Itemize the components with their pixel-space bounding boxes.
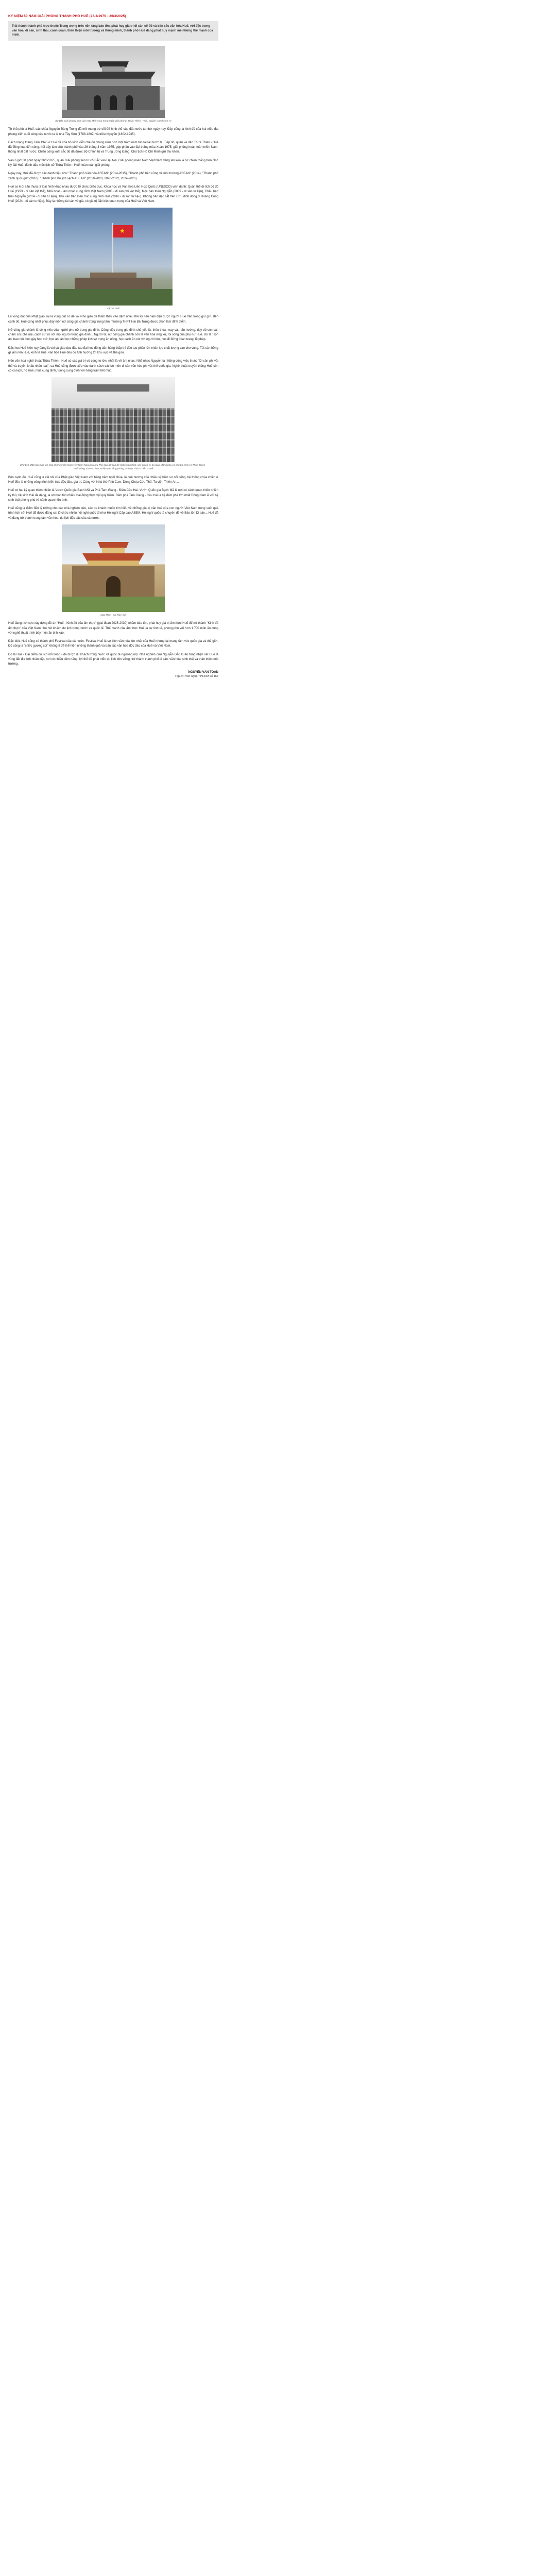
photo-dai-noi[interactable] [62, 524, 165, 612]
author-name: NGUYỄN VĂN TOÀN [188, 670, 218, 674]
photo-ky-dai[interactable] [54, 208, 173, 306]
paragraph: Huế có 6 di sản thuộc 3 loại hình khác nhau được tổ chức Giáo dục, Khoa học và Văn hóa Liên Hợp Quốc (UNESCO) vinh danh: Quần thể di tích cố đô Huế (1993 - di sản vật thể), Nhã nhạc - âm nhạc cung đình Việt Nam (2003 - di sản phi vật thể), Mộc bản triều Nguyễn (2009 - di sản tư liệu), Châu bản triều Nguyễn (2014 - di sản tư liệu), Thơ văn trên kiến trúc cung đình Huế (2016 - di sản tư liệu). Không bản đặc sắt trên Cửu đỉnh đồng ở Hoàng Cung Huế (2024 - di sản tư liệu). Đây là những tài sản vô giá, có giá trị đặc biệt quan trọng của Huế và Việt Nam. [8, 185, 218, 203]
paragraph: Huế cũng là điểm đến lý tưởng cho các nhà nghiên cứu, các du khách muốn tìm hiểu về những giá trị văn hoá của con người Việt Nam trong suốt quá trình lịch sử. Huế đã được đăng cai tổ chức nhiều hội nghị quốc tế như Hội nghị Cấp cao ASEM, Hội nghị quốc tế chuyên đề về Bảo tồn Di sản... Huế đã và đang trở thành trung tâm văn hóa, du lịch đặc sắc của cả nước. [8, 507, 218, 520]
paragraph: Đặc biệt, Huế cũng có thành phố Festival của cả nước. Festival Huế là sự kiện văn hóa lớn nhất của Huế nhưng lại mang tầm vóc quốc gia và thế giới. Đó cũng là "chiếc gương soi" không ít để thể hiện những thành quả và bản sắc văn hóa độc đáo của Huế và Việt Nam. [8, 640, 218, 648]
figure-ky-dai [8, 208, 218, 311]
figure-dai-noi [8, 524, 218, 617]
paragraph: Cách mạng tháng Tám 1945 ở Huế đã xóa bỏ vĩnh viễn chế độ phong kiến hơn một trăm năm tồn tại tại nước ta. Tiếp đó, quân và dân Thừa Thiên - Huế đã đồng loạt tiến công, nổi dậy làm chủ thành phố vào 26 tháng 3 năm 1975, góp phần vào đại thắng mùa Xuân 1975, giải phóng hoàn toàn miền Nam, thống nhất đất nước. Chiến công xuất sắc đó đã được Bộ Chính trị và Trung ương Đảng, Chủ tịch Hồ Chí Minh gửi thư khen. [8, 141, 218, 154]
photo-caption: Kỳ đài Huế [107, 308, 119, 311]
figure-ngo-mon [8, 46, 218, 123]
paragraph: Vào 6 giờ 30 phút ngày 26/3/1975, quân Giải phóng tiến từ cổ Bắc vào Đại Nội, Giải phóng miền Nam Việt Nam dâng lên kéo lá cờ chiến thắng trên đỉnh Kỳ đài Huế, đánh dấu mốc lịch sử Thừa Thiên - Huế hoàn toàn giải phóng. [8, 159, 218, 167]
photo-ngo-mon[interactable] [62, 46, 165, 118]
article-title: KỶ NIỆM 50 NĂM GIẢI PHÓNG THÀNH PHỐ HUẾ (26/3/1975 - 26/3/2025) [8, 14, 126, 18]
paragraph: Nền văn hoá nghệ thuật Thừa Thiên - Huế có các giá trị vô cùng to lớn, nhất là về âm nhạc. Nhã nhạc Nguyễn là những công việc thuộc "Di sản phi vật thể và truyền khẩu nhân loại", ca Huế cũng được xếp vào danh sách các bộ môn di sản văn hóa phi vật thể quốc gia. Nghệ thuật truyền thống Huế còn có ca kịch, hò Huế, múa cung đình, tuồng cung đình với hàng trăm tiết mục. [8, 360, 218, 372]
paragraph: Huế có hai ký quan thiên nhiên là Vườn Quốc gia Bạch Mã và Phá Tam Giang - Đầm Cầu Hai. Vườn Quốc gia Bạch Mã là nơi có cảnh quan thiên nhiên kỳ thú, hệ sinh thái đa dạng, là nơi bảo tồn nhiều loài động thực vật quý hiếm. Đầm phá Tam Giang - Cầu Hai là hệ đầm phá lớn nhất Đông Nam Á với hệ sinh thái phong phú và cảnh quan hữu tình. [8, 489, 218, 502]
paragraph: Huế đang tích cực xây dựng đề án "Huế - Kinh đô của ẩm thực" (giai đoạn 2025-2030) nhằm bảo tồn, phát huy giá trị ẩm thực Huế để trở thành "Kinh đô ẩm thực" của Việt Nam, thu hút khách du lịch trong nước và quốc tế. Thế mạnh của ẩm thực Huế là sự tinh tế, phong phú với hơn 1.700 món ăn cùng với nghệ thuật trình bày món ăn tinh xảo. [8, 622, 218, 635]
paragraph: Từ thủ phủ là Huế, các chúa Nguyễn Đàng Trong đã mở mang bờ cõi để hình thể của đất nước ta như ngày nay. Đây cũng là kinh đô của hai triều đại phong kiến cuối cùng của nước ta là nhà Tây Sơn (1788-1802) và triều Nguyễn (1802-1945). [8, 128, 218, 136]
photo-caption: Ngọ Môn - Đại Nội Huế [100, 614, 126, 617]
paragraph: Nữ công gia chánh là công việc của người phụ nữ trong gia đình. Công việc trong gia đình chủ yếu là: thêu thùa, may vá, nấu nướng, dạy dỗ con cái, chăm sóc cha mẹ, cách cư xử với mọi người trong gia đình... Người ta, nữ công gia chánh còn là văn hóa ứng xử, lối sống của phụ nữ Huế. Đó là Trọn ân, bao nét, học gây học mở; học ân, ăn học những phép lịch sự trong ăn uống, học cách ăn nói với người lớn, học đi đứng đoan trang, lễ phép. [8, 328, 218, 342]
paragraph: Là vùng đất của Phật giáo, lại là vùng đất có đế vài Nho giáo đã thấm thấu vào đậm nhiều thế kỷ nên hiện đậu được người Huế trân trọng giữ gìn. Bên cạnh đó, Huế cũng nhất phục dậy môn nữ cũng gia chánh trong trung tâm; Trường THPT Hai Bà Trưng được chọn làm đỉnh điểm. [8, 315, 218, 324]
photo-assembly[interactable] [51, 377, 175, 462]
paragraph: Bên cạnh đó, Huế cũng là cái nôi của Phật giáo Việt Nam với hàng trăm ngôi chùa, là quê hương của nhiều vị thiền sư nổi tiếng, hệ thống chùa chiền ở Huế đều là những công trình kiến trúc độc đáo, giá trị. Cùng với Nhà thờ Phủ Cam, Dòng Chúa Cứu Thế, Tu viện Thiên An... [8, 476, 218, 484]
photo-caption: Bờ Bắc Giải phóng trên cửa Ngọ Môn mùa trong ngày giải phóng. Thừa Thiên - Huế. Nguồn: cand.com.vn [55, 120, 171, 123]
star-icon: ★ [119, 227, 125, 235]
photo-caption: Chủ tịch Mặt trận Dân tộc Giải phóng miền Nam Việt Nam Nguyễn Hữu Thọ gặp gỡ cán bộ nhân viên thiết, các chiến sĩ, bà giáo, đồng bào và cán bộ chiến ở Thừa Thiên - Huế tháng 4/1975. Ảnh tư liệu của tổng phóng Tỉnh ủy Thừa Thiên - Huế [20, 464, 207, 471]
article [8, 14, 218, 678]
author-role: Tạp chí Văn nghệ TP.HCM số 164 [175, 674, 218, 678]
figure-assembly [8, 377, 218, 471]
article-lead: Trải thành thành phố trực thuộc Trung ương trên nền tảng bảo tồn, phát huy giá trị di sản cố đô và bản sắc văn hóa Huế, với đặc trưng văn hóa, di sản, sinh thái, cảnh quan, thân thiện môi trường và thông minh, thành phố Huế đang phát huy mạnh mẽ những thế mạnh của mình. [8, 21, 218, 41]
paragraph: Đó là Huế - Đại điểm du lịch nổi tiếng - đã được du khách trong nước và quốc tế ngưỡng mộ. Nhà nghiên cứu Nguyễn Đắc Xuân từng nhận xét Huế là vùng đất địa linh nhân kiệt, nơi có nhiều tiềm năng, lợi thế để phát triển du lịch bền vững, trở thành thành phố di sản, văn hóa, sinh thái và thân thiện môi trường. [8, 653, 218, 666]
paragraph: Ngày nay, Huế đã được các danh hiệu như "Thành phố Văn hóa ASEAN" (2014-2015), "Thành phố bền vững về môi trường ASEAN" (2014), "Thành phố xanh quốc gia" (2016), "Thành phố Du lịch sạch ASEAN" (2018-2020, 2020-2022, 2024-2026). [8, 172, 218, 180]
paragraph: Đặc học Huế hiện nay đang là vùi cả giáo dục đào tạo đại học đông dân hàng thấp thì đào tạo phần lớn nhân lực chất lượng cao cho vùng. Tất cả những gì làm nên Huế, kinh tế Huế, văn hóa Huế đều có ảnh hưởng tới khu vực và thế giới. [8, 346, 218, 355]
